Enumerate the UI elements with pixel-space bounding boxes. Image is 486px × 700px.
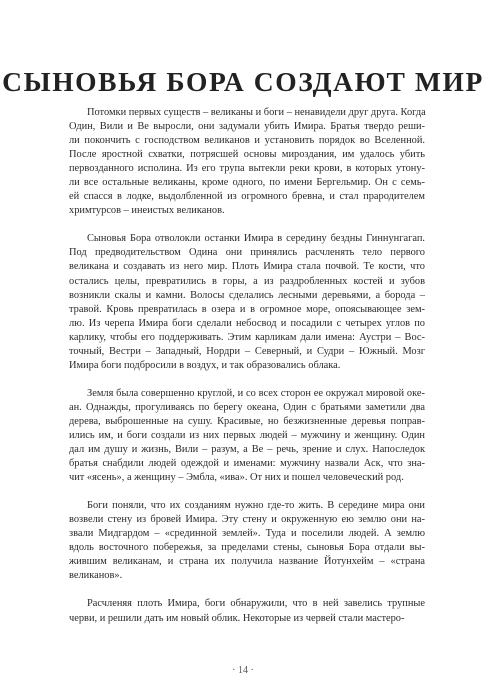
text-line: ились им, и боги создали из них первых людей – мужчину и женщину. Один (69, 429, 425, 441)
text-line: звали Мидгардом – «срединной землей». Туда и поселили людей. А землю (69, 528, 425, 540)
paragraph (69, 106, 425, 218)
text-line: черви, и решили дать им новый облик. Некоторые из червей стали мастеро- (69, 612, 405, 624)
page-number: · 14 · (232, 665, 254, 676)
text-line: остались целы, превратились в горы, а из раздробленных костей и зубов (69, 275, 425, 287)
text-line: Расчленяя плоть Имира, боги обнаружили, что в ней завелись трупные (87, 598, 425, 610)
text-line: дерева, выброшенные на сушу. Красивые, но безжизненные деревья поправ- (69, 415, 425, 427)
text-line: Потомки первых существ – великаны и боги – ненавидели друг друга. Когда (87, 107, 426, 118)
text-line: Под предводительством Одина они принялись расчленять тело первого (69, 247, 425, 259)
text-line: жившим великанам, и страна их получила название Йотунхейм – «страна (69, 556, 425, 568)
text-line: После яростной схватки, потрясшей основы мироздания, им удалось убить (69, 149, 425, 161)
text-line: ей спасся в лодке, выдолбленной из огромного бревна, и стал прародителем (69, 191, 425, 203)
text-line: дал им душу и жизнь, Вили – разум, а Ве – речь, зрение и слух. Напоследок (69, 444, 425, 456)
text-line: вдоль восточного побережья, за пределами стены, сыновья Бора отдали вы- (69, 542, 425, 554)
paragraph (69, 499, 425, 583)
text-line: братья снабдили людей одеждой и именами: мужчину назвали Аск, что зна- (69, 458, 425, 470)
paragraph (69, 387, 425, 485)
text-line: Сыновья Бора отволокли останки Имира в середину бездны Гиннунгагап. (87, 233, 425, 245)
text-line: ли покончить с господством великанов и установить порядок во Вселенной. (69, 135, 425, 147)
text-line: карлику, чтобы его поддерживать. Этим карликам дали имена: Аустри – Вос- (69, 331, 425, 343)
text-line: возвели стену из бровей Имира. Эту стену и окруженную ею землю они на- (69, 514, 425, 526)
text-line: Земля была совершенно круглой, и со всех сторон ее окружал мировой оке- (87, 387, 425, 399)
text-line: Боги поняли, что их созданиям нужно где-то жить. В середине мира они (87, 500, 425, 512)
paragraph (69, 232, 425, 372)
text-line: лю. Из черепа Имира боги сделали небосвод и посадили с четырех углов по (69, 317, 425, 329)
text-line: Один, Вили и Ве выросли, они задумали убить Имира. Братья твердо реши- (69, 121, 425, 133)
text-line: возникли скалы и камни. Волосы сделались лесными деревьями, а борода – (69, 289, 425, 301)
text-line: точный, Вестри – Западный, Нордри – Северный, и Судри – Южный. Мозг (69, 345, 425, 357)
text-line: хримтурсов – инеистых великанов. (69, 205, 225, 217)
body-text (69, 106, 425, 640)
text-line: великана и создавать из него мир. Плоть Имира стала почвой. Те кости, что (69, 261, 425, 273)
text-line: травой. Кровь превратилась в озера и в огромное море, опоясывающее зем- (69, 303, 425, 315)
text-line: чит «ясень», а женщину – Эмбла, «ива». От них и пошел человеческий род. (69, 472, 404, 484)
paragraph (69, 597, 425, 625)
text-line: великанов». (69, 570, 123, 582)
text-line: ан. Однажды, прогуливаясь по берегу океана, Один с братьями заметили два (69, 401, 425, 413)
page-title: СЫНОВЬЯ БОРА СОЗДАЮТ МИР (2, 66, 484, 97)
text-line: первозданного исполина. Из его трупа вытекли реки крови, в которых утону- (69, 163, 425, 175)
text-line: Имира боги подбросили в воздух, и так образовались облака. (69, 359, 341, 371)
text-line: ли все остальные великаны, кроме одного, по имени Бергельмир. Он с семь- (69, 177, 425, 189)
